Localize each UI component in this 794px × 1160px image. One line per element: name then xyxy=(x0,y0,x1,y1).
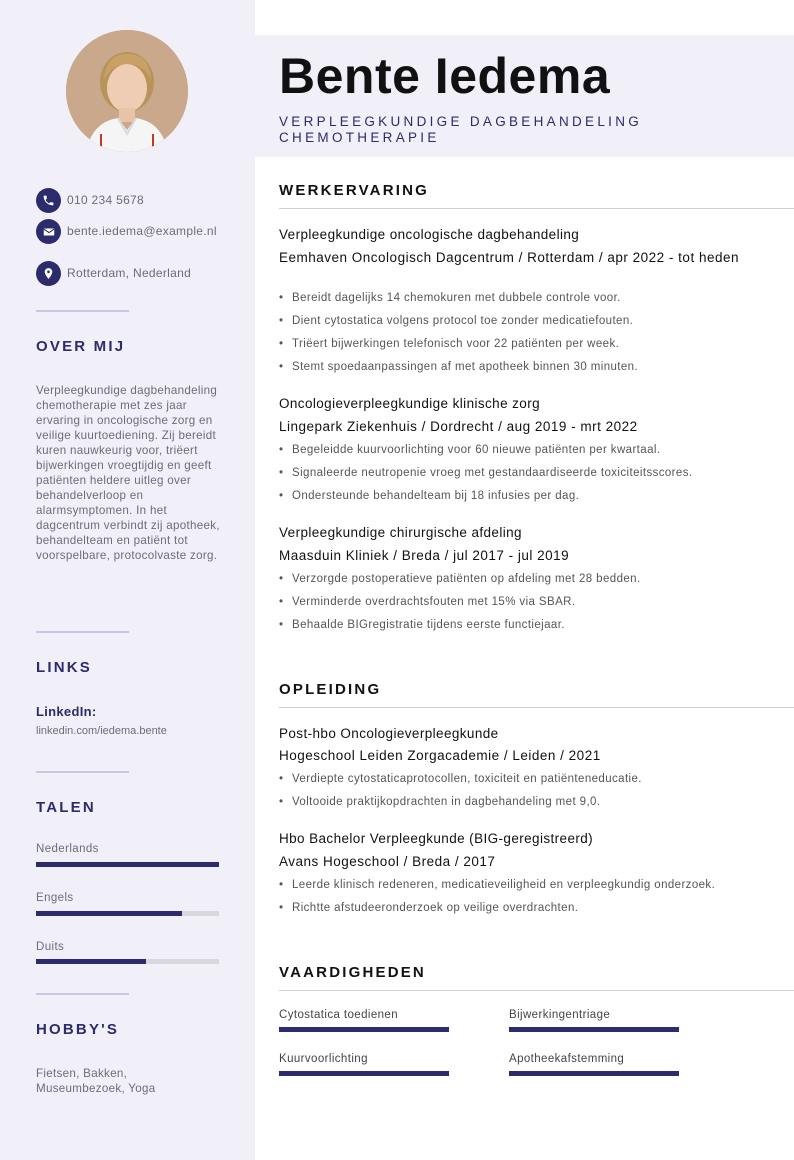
skill-name: Apotheekafstemming xyxy=(509,1053,625,1065)
skill-name: Kuurvoorlichting xyxy=(279,1053,368,1065)
language-name: Duits xyxy=(36,941,65,953)
skill-level-bar xyxy=(279,1027,449,1032)
person-name: Bente Iedema xyxy=(279,48,611,104)
sidebar xyxy=(0,0,255,1160)
section-rule xyxy=(279,990,794,991)
languages-heading: TALEN xyxy=(36,799,96,816)
hobbies-heading: HOBBY'S xyxy=(36,1021,120,1038)
skill-level-bar xyxy=(509,1071,679,1076)
skill-level-fill xyxy=(509,1071,679,1076)
education-bullet: • Verdiepte cytostaticaprotocollen, toxiciteit en patiënteneducatie. xyxy=(279,773,784,785)
contact-location xyxy=(36,261,236,286)
sidebar-divider xyxy=(36,993,129,995)
job-bullet: • Triëert bijwerkingen telefonisch voor 22 patiënten per week. xyxy=(279,338,784,350)
job-bullet: • Verminderde overdrachtsfouten met 15% via SBAR. xyxy=(279,596,784,608)
location-text: Rotterdam, Nederland xyxy=(67,266,192,280)
experience-heading: WERKERVARING xyxy=(279,182,430,199)
section-rule xyxy=(279,707,794,708)
job-bullet: • Begeleidde kuurvoorlichting voor 60 nieuwe patiënten per kwartaal. xyxy=(279,444,784,456)
job-employer: Maasduin Kliniek / Breda / jul 2017 - jul 2019 xyxy=(279,548,570,563)
job-employer: Eemhaven Oncologisch Dagcentrum / Rotterdam / apr 2022 - tot heden xyxy=(279,250,739,265)
education-title: Post-hbo Oncologieverpleegkunde xyxy=(279,726,499,741)
location-pin-icon xyxy=(36,261,61,286)
linkedin-link[interactable]: linkedin.com/iedema.bente xyxy=(36,725,167,737)
job-role: VERPLEEGKUNDIGE DAGBEHANDELING CHEMOTHERAPIE xyxy=(279,114,643,145)
skill-level-bar xyxy=(279,1071,449,1076)
language-name: Engels xyxy=(36,892,74,904)
contact-phone xyxy=(36,188,236,213)
sidebar-divider xyxy=(36,310,129,312)
job-employer: Lingepark Ziekenhuis / Dordrecht / aug 2019 - mrt 2022 xyxy=(279,419,638,434)
job-bullet: • Behaalde BIGregistratie tijdens eerste functiejaar. xyxy=(279,619,784,631)
job-bullet: • Dient cytostatica volgens protocol toe zonder medicatiefouten. xyxy=(279,315,784,327)
job-bullet: • Bereidt dagelijks 14 chemokuren met dubbele controle voor. xyxy=(279,292,784,304)
skill-name: Bijwerkingentriage xyxy=(509,1009,611,1021)
education-bullet: • Richtte afstudeeronderzoek op veilige overdrachten. xyxy=(279,902,784,914)
language-level-fill xyxy=(36,862,219,867)
job-title: Verpleegkundige chirurgische afdeling xyxy=(279,525,522,540)
contact-email xyxy=(36,219,236,244)
sidebar-divider xyxy=(36,771,129,773)
job-bullet: • Stemt spoedaanpassingen af met apotheek binnen 30 minuten. xyxy=(279,361,784,373)
phone-icon xyxy=(36,188,61,213)
language-level-bar xyxy=(36,862,219,867)
job-title: Oncologieverpleegkundige klinische zorg xyxy=(279,396,540,411)
skill-level-fill xyxy=(279,1027,449,1032)
language-level-bar xyxy=(36,911,219,916)
education-institution: Avans Hogeschool / Breda / 2017 xyxy=(279,854,496,869)
language-level-bar xyxy=(36,959,219,964)
language-name: Nederlands xyxy=(36,843,99,855)
header-banner xyxy=(255,35,794,157)
education-bullet: • Leerde klinisch redeneren, medicatieveiligheid en verpleegkundig onderzoek. xyxy=(279,879,784,891)
about-heading: OVER MIJ xyxy=(36,338,126,355)
skill-level-fill xyxy=(509,1027,679,1032)
section-rule xyxy=(279,208,794,209)
job-bullet: • Signaleerde neutropenie vroeg met gestandaardiseerde toxiciteitsscores. xyxy=(279,467,784,479)
skill-level-fill xyxy=(279,1071,449,1076)
language-level-fill xyxy=(36,959,146,964)
links-heading: LINKS xyxy=(36,659,92,676)
job-bullet: • Verzorgde postoperatieve patiënten op afdeling met 28 bedden. xyxy=(279,573,784,585)
hobbies-text: Fietsen, Bakken, Museumbezoek, Yoga xyxy=(36,1067,156,1095)
email-text[interactable]: bente.iedema@example.nl xyxy=(67,224,217,238)
education-institution: Hogeschool Leiden Zorgacademie / Leiden / 2021 xyxy=(279,748,601,763)
language-level-fill xyxy=(36,911,182,916)
mail-icon xyxy=(36,219,61,244)
phone-text[interactable]: 010 234 5678 xyxy=(67,193,145,207)
education-title: Hbo Bachelor Verpleegkunde (BIG-geregistreerd) xyxy=(279,831,594,846)
education-heading: OPLEIDING xyxy=(279,681,382,698)
education-bullet: • Voltooide praktijkopdrachten in dagbehandeling met 9,0. xyxy=(279,796,784,808)
skill-name: Cytostatica toedienen xyxy=(279,1009,398,1021)
job-title: Verpleegkundige oncologische dagbehandeling xyxy=(279,227,580,242)
skill-level-bar xyxy=(509,1027,679,1032)
linkedin-label: LinkedIn: xyxy=(36,704,97,719)
avatar xyxy=(66,30,188,152)
job-bullet: • Ondersteunde behandelteam bij 18 infusies per dag. xyxy=(279,490,784,502)
about-text: Verpleegkundige dagbehandeling chemotherapie met zes jaar ervaring in oncologische zorg en veilige kuurtoediening. Zij bereidt kuren nauwkeurig voor, triëert bijwerkingen vroegtijdig en geeft patiënten heldere uitleg over behandelverloop en alarmsymptomen. In het dagcentrum verbindt zij apotheek, behandelteam en patiënt tot voorspelbare, protocolvaste zorg. xyxy=(36,384,220,562)
skills-heading: VAARDIGHEDEN xyxy=(279,964,426,981)
sidebar-divider xyxy=(36,631,129,633)
